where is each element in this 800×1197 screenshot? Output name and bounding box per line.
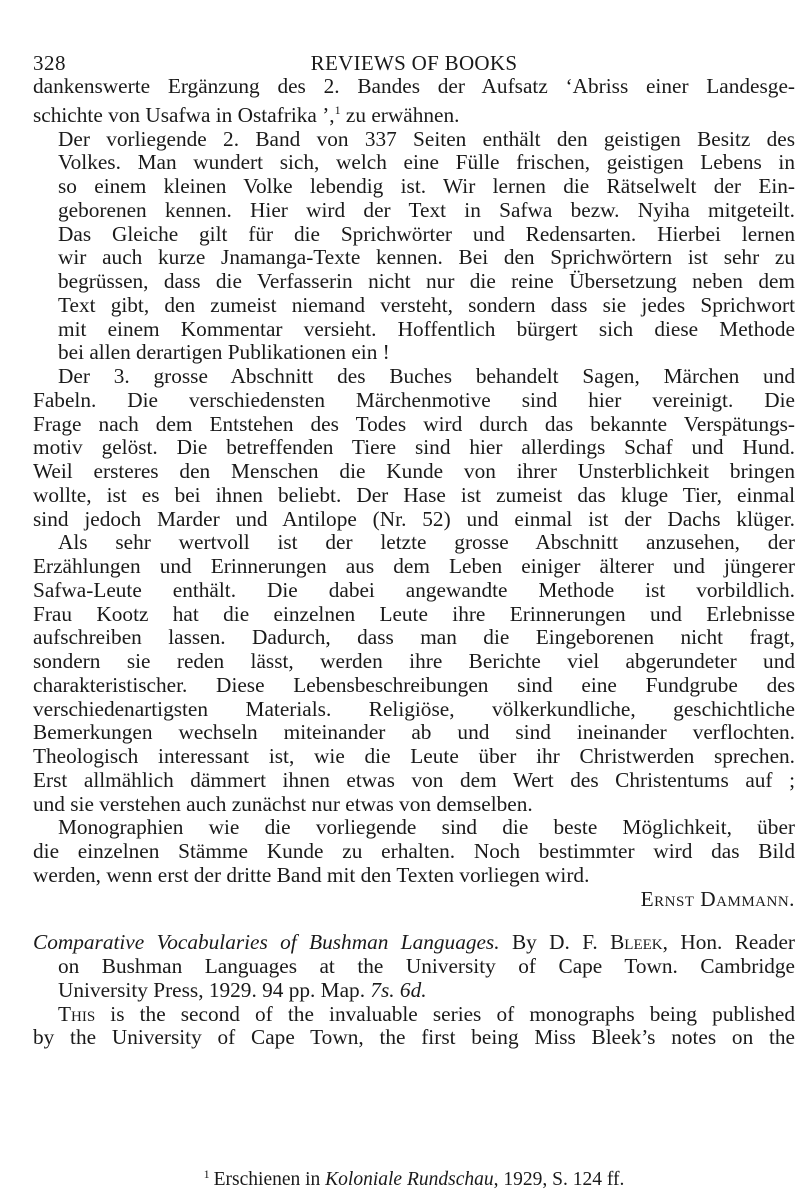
price-pence: 6d. (394, 977, 427, 1002)
text-line: wollte, ist es bei ihnen beliebt. Der Hase ist zumeist das kluge Tier, einmal (33, 482, 795, 507)
publication-info: University Press, 1929. 94 pp. Map. (58, 977, 371, 1002)
journal-title: Koloniale Rundschau (325, 1169, 494, 1190)
paragraph (33, 128, 795, 366)
text-line: Volkes. Man wundert sich, welch eine Fülle frischen, geistigen Lebens in (58, 150, 795, 175)
text-line: geborenen kennen. Hier wird der Text in Safwa bezw. Nyiha mitgeteilt. (58, 197, 795, 222)
text-line: so einem kleinen Volke lebendig ist. Wir lernen die Rätselwelt der Ein- (58, 174, 795, 198)
paragraph (33, 365, 795, 531)
lead-word: This (58, 1001, 96, 1026)
text-line: Der 3. grosse Abschnitt des Buches behandelt Sagen, Märchen und (58, 364, 795, 388)
text-line: Frau Kootz hat die einzelnen Leute ihre Erinnerungen und Erlebnisse (33, 601, 795, 626)
text-segment: is the second of the invaluable series of monographs being published (95, 1001, 795, 1026)
text-line: sind jedoch Marder und Antilope (Nr. 52) und einmal ist der Dachs klüger. (33, 506, 795, 531)
body-text (33, 75, 795, 1050)
text-line: und sie verstehen auch zunächst nur etwas von demselben. (33, 791, 533, 816)
paragraph (33, 1003, 795, 1051)
text-line: Das Gleiche gilt für die Sprichwörter und Redensarten. Hierbei lernen (58, 221, 795, 246)
text-line: Weil ersteres den Menschen die Kunde von ihrer Unsterblichkeit bringen (33, 459, 795, 483)
text-line: die einzelnen Stämme Kunde zu erhalten. Noch bestimmter wird das Bild (33, 839, 795, 863)
text-line (33, 931, 795, 955)
text-line: Bemerkungen wechseln miteinander ab und sind ineinander verflochten. (33, 720, 795, 745)
text-line: sondern sie reden lässt, werden ihre Berichte viel abgerundeter und (33, 649, 795, 673)
text-line: on Bushman Languages at the University of Cape Town. Cambridge (58, 954, 795, 978)
footnote-text: Erschienen in (213, 1169, 326, 1190)
text-line (33, 99, 795, 128)
footnote (33, 1163, 795, 1191)
text-line: begrüssen, dass die Verfasserin nicht nur die reine Übersetzung neben dem (58, 269, 795, 293)
text-line: Erst allmählich dämmert ihnen etwas von dem Wert des Christentums auf ; (33, 767, 795, 792)
text-line: Fabeln. Die verschiedensten Märchenmotive sind hier vereinigt. Die (33, 387, 795, 412)
paragraph (33, 531, 795, 816)
text-line: mit einem Kommentar versieht. Hoffentlich bürgert sich diese Methode (58, 316, 795, 341)
text-line: verschiedenartigsten Materials. Religiöse, völkerkundliche, geschichtliche (33, 696, 795, 721)
footnote-marker: 1 (203, 1167, 210, 1181)
text-line: dankenswerte Ergänzung des 2. Bandes der Aufsatz ‘Abriss einer Landesge- (33, 74, 795, 98)
book-title: Comparative Vocabularies of Bushman Languages. (33, 930, 500, 955)
text-line (33, 979, 795, 1003)
paragraph-continuation (33, 75, 795, 128)
text-segment: , Hon. Reader (662, 930, 796, 955)
reviewer-signature: Ernst Dammann. (640, 886, 795, 911)
book-author: Bleek (610, 930, 663, 955)
text-line: Frage nach dem Entstehen des Todes wird durch das bekannte Verspätungs- (33, 411, 795, 436)
text-line: wir auch kurze Jnamanga-Texte kennen. Bei den Sprichwörtern ist sehr zu (58, 245, 795, 270)
text-line: Erzählungen und Erinnerungen aus dem Leben einiger älterer und jüngerer (33, 554, 795, 578)
text-segment: zu erwähnen. (340, 102, 460, 127)
text-line: bei allen derartigen Publikationen ein ! (58, 340, 390, 365)
paragraph (33, 816, 795, 887)
text-line: Text gibt, den zumeist niemand versteht, sondern dass sie jedes Sprichwort (58, 292, 795, 317)
text-line: Monographien wie die vorliegende sind die beste Möglichkeit, über (58, 815, 795, 840)
text-segment: schichte von Usafwa in Ostafrika ’, (33, 102, 335, 127)
running-title: REVIEWS OF BOOKS (310, 51, 518, 75)
page-number: 328 (33, 51, 66, 75)
footnote-text: , 1929, S. 124 ff. (493, 1169, 625, 1190)
text-line: Theologisch interessant ist, wie die Leute über ihr Christwerden sprechen. (33, 744, 795, 768)
text-line: charakteristischer. Diese Lebensbeschreibungen sind eine Fundgrube des (33, 672, 795, 697)
text-line: aufschreiben lassen. Dadurch, dass man die Eingeborenen nicht fragt, (33, 625, 795, 650)
price-shillings: 7s. (370, 977, 395, 1002)
text-line: Als sehr wertvoll ist der letzte grosse Abschnitt anzusehen, der (58, 530, 795, 555)
footnote-reference[interactable]: 1 (334, 102, 341, 117)
text-line (33, 1003, 795, 1027)
review-heading (33, 931, 795, 1002)
running-head (33, 50, 795, 76)
text-line: Der vorliegende 2. Band von 337 Seiten enthält den geistigen Besitz des (58, 126, 795, 151)
text-line: by the University of Cape Town, the first being Miss Bleek’s notes on the (33, 1025, 795, 1050)
text-line: Safwa-Leute enthält. Die dabei angewandte Methode ist vorbildlich. (33, 577, 795, 602)
text-line: werden, wenn erst der dritte Band mit den Texten vorliegen wird. (33, 862, 590, 887)
text-segment: By D. F. (499, 930, 611, 955)
text-line: motiv gelöst. Die betreffenden Tiere sind hier allerdings Schaf und Hund. (33, 435, 795, 460)
